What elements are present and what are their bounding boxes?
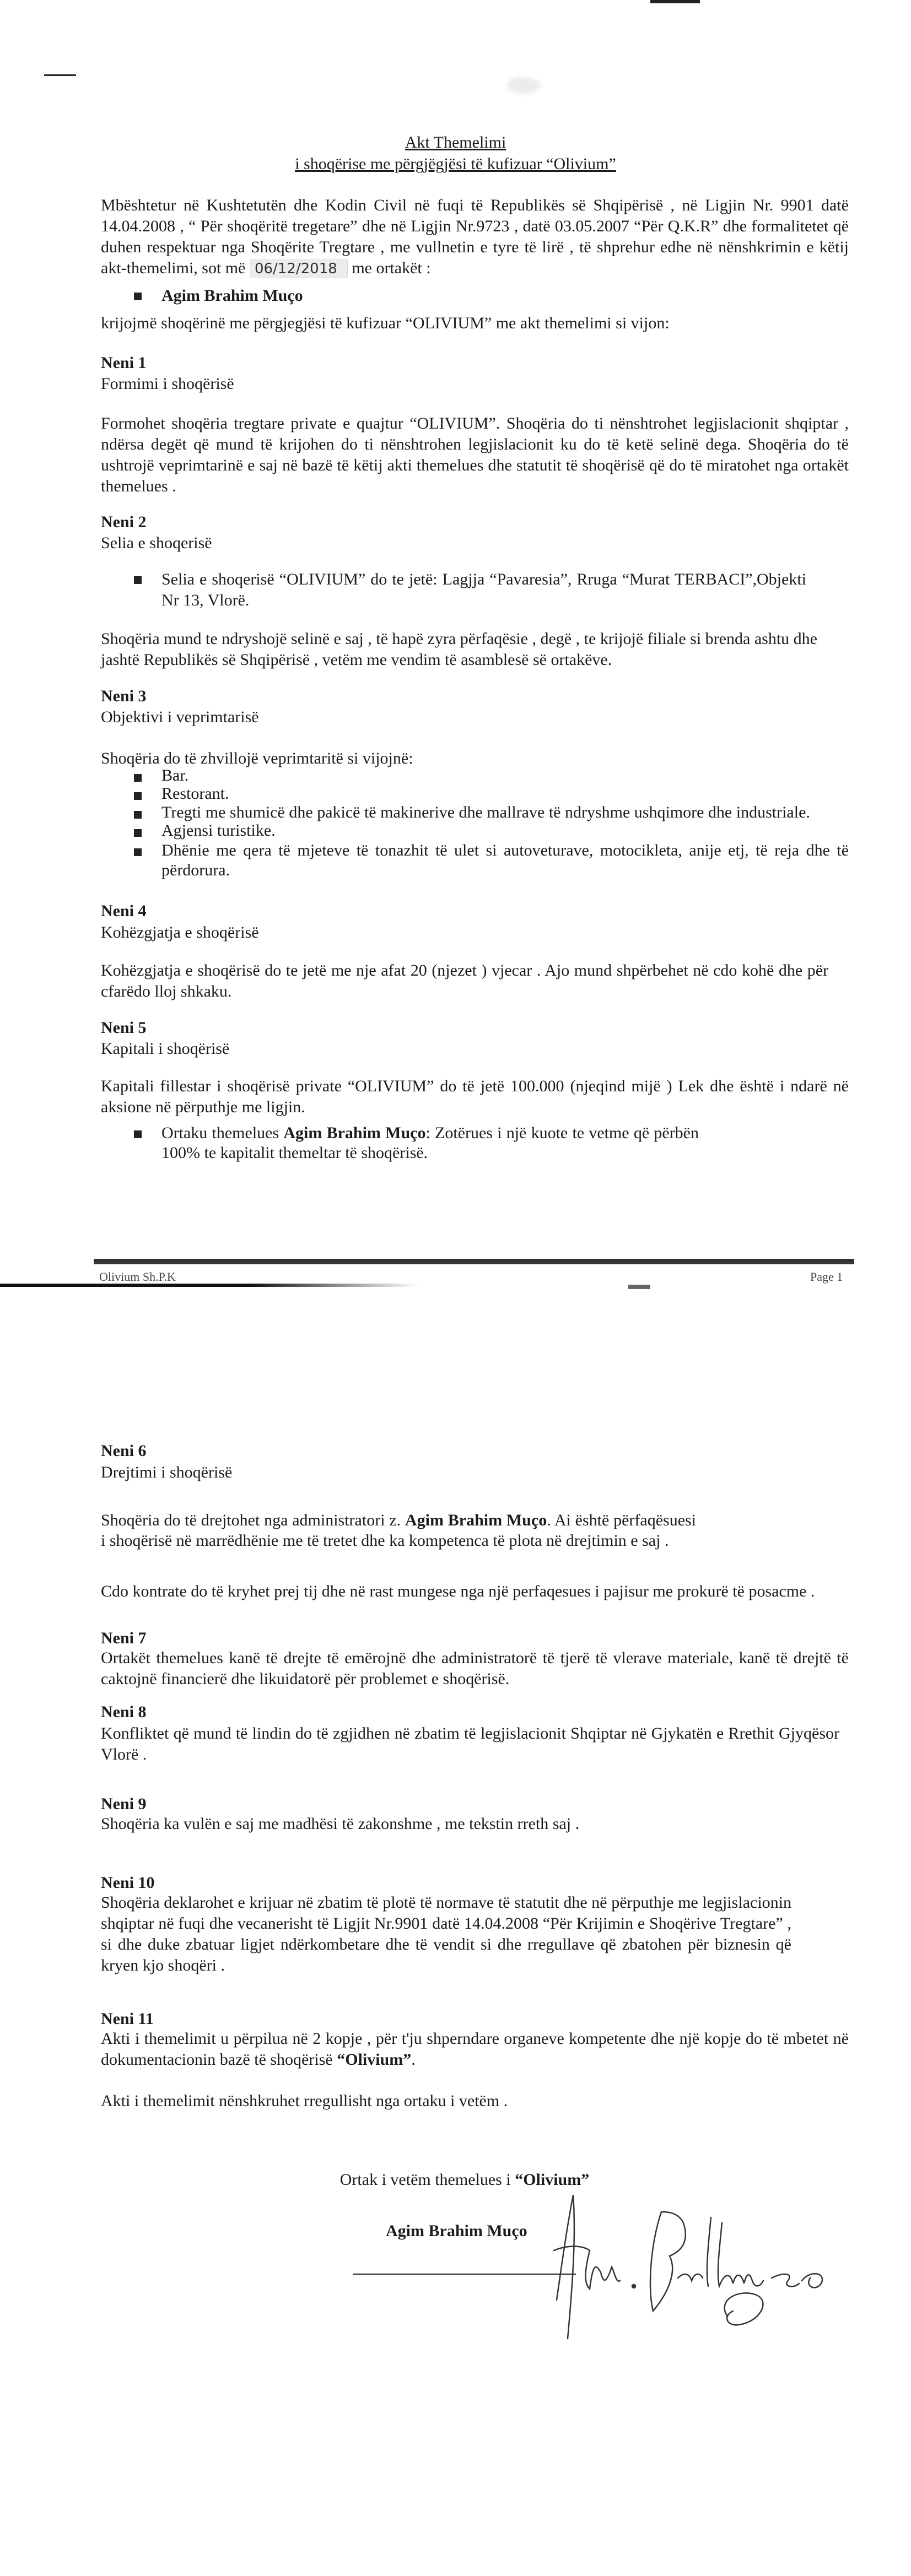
article-number: Neni 1 <box>101 354 147 372</box>
article-body <box>101 1510 696 1551</box>
article-body: Ortakët themelues kanë të drejte të emërojnë dhe administratorë të tjerë të vlerave materiale, kanë të drejtë të caktojnë financierë dhe likuidatorë për problemet e shoqërisë. <box>101 1649 849 1688</box>
bullet-icon <box>134 774 142 782</box>
shareholder-name: Agim Brahim Muço <box>283 1124 426 1142</box>
article-heading: Formimi i shoqërisë <box>101 375 234 393</box>
article-body: Shoqëria ka vulën e saj me madhësi të zakonshme , me tekstin rreth saj . <box>101 1815 580 1833</box>
shareholder-share: : Zotërues i një kuote te vetme që përbën 100% te kapitalit themeltar të shoqërisë. <box>161 1124 699 1162</box>
shareholder-label: Ortaku themelues <box>161 1124 279 1142</box>
caption-text: Ortak i vetëm themelues i <box>339 2171 511 2189</box>
article-number: Neni 2 <box>101 513 147 531</box>
article-body: Kapitali fillestar i shoqërisë private “OLIVIUM” do të jetë 100.000 (njeqind mijë ) Lek dhe është i ndarë në aksione në përputhje me ligjin. <box>101 1077 849 1116</box>
body-text: . Ai është përfaqësuesi i shoqërisë në marrëdhënie me të tretet dhe ka kompetenca të plota në drejtimin e saj . <box>101 1511 697 1550</box>
article-body: Formohet shoqëria tregtare private e quajtur “OLIVIUM”. Shoqëria do ti nënshtrohet legjislacionit shqiptar , ndërsa degët që mund të krijohen do ti nënshtrohen legjislacionit ku do të ketë selinë dega. Shoqëria do të ushtrojë veprimtarinë e saj në bazë të këtij akti themelues dhe statutit të shoqërisë që do të miratohet nga ortakët themelues . <box>101 414 849 495</box>
intro-text: Mbështetur në Kushtetutën dhe Kodin Civil në fuqi të Republikës së Shqipërisë , në Ligjin Nr. 9901 datë 14.04.2008 , “ Për shoqëritë tregetare” dhe në Ligjin Nr.9723 , datë 03.05.2007 “Për Q.K.R” dhe formalitetet që duhen respektuar nga Shoqërite Tregtare , me vullnetin e tyre të lirë , të shprehur edhe në nënshkrimin e këtij akt-themelimi, sot më <box>101 196 849 277</box>
body-text: . <box>411 2050 416 2069</box>
document-subtitle: i shoqërise me përgjëgjësi të kufizuar “Olivium” <box>295 155 616 173</box>
signature-line <box>353 2274 576 2275</box>
administrator-name: Agim Brahim Muço <box>405 1511 547 1529</box>
article-heading: Drejtimi i shoqërisë <box>101 1463 233 1481</box>
bullet-icon <box>134 576 142 584</box>
article-body <box>101 2028 849 2070</box>
article-heading: Objektivi i veprimtarisë <box>101 708 259 726</box>
activity-item: Dhënie me qera të mjeteve të tonazhit të ulet si autoveturave, motocikleta, anije etj, të reja dhe të përdorura. <box>161 841 849 879</box>
article-number: Neni 5 <box>101 1019 147 1037</box>
article-number: Neni 9 <box>101 1795 147 1813</box>
scan-mark <box>650 0 700 3</box>
signature-caption <box>0 2169 911 2190</box>
body-text: Shoqëria do të drejtohet nga administratori z. <box>101 1511 401 1529</box>
intro-text-end: me ortakët : <box>352 259 431 277</box>
body-text: Akti i themelimit u përpilua në 2 kopje , për t'ju shperndare organeve kompetente dhe një kopje do të mbetet në dokumentacionin bazë të shoqërisë <box>101 2030 849 2069</box>
date-field: 06/12/2018 <box>250 259 348 278</box>
intro-closing: krijojmë shoqërinë me përgjegjësi të kufizuar “OLIVIUM” me akt themelimi si vijon: <box>101 314 670 332</box>
activity-item: Bar. <box>161 766 189 784</box>
intro-paragraph <box>101 195 849 279</box>
article-heading: Kapitali i shoqërisë <box>101 1040 230 1058</box>
footer-page-number: Page 1 <box>810 1270 843 1284</box>
caption-company: “Olivium” <box>515 2171 590 2189</box>
article-body: Shoqëria mund te ndryshojë selinë e saj , të hapë zyra përfaqësie , degë , te krijojë filiale si brenda ashtu dhe jashtë Republikës së Shqipërisë , vetëm me vendim të asamblesë së ortakëve. <box>101 630 817 669</box>
activity-item: Tregti me shumicë dhe pakicë të makinerive dhe mallrave të ndryshme ushqimore dhe industriale. <box>161 803 810 821</box>
footer-company: Olivium Sh.P.K <box>99 1270 176 1284</box>
footer-divider <box>94 1259 854 1264</box>
activity-item: Restorant. <box>161 784 229 803</box>
article-heading: Kohëzgjatja e shoqërisë <box>101 923 259 941</box>
scan-mark <box>44 74 76 76</box>
article-number: Neni 10 <box>101 1874 155 1892</box>
document-title: Akt Themelimi <box>405 133 506 151</box>
bullet-icon <box>134 293 142 300</box>
article-body: Konfliktet që mund të lindin do të zgjidhen në zbatim të legjislacionit Shqiptar në Gjykatën e Rrethit Gjyqësor Vlorë . <box>101 1724 839 1763</box>
page-edge-shadow <box>0 1284 419 1287</box>
company-name: “Olivium” <box>337 2050 412 2069</box>
article-number: Neni 4 <box>101 902 147 920</box>
bullet-icon <box>134 811 142 819</box>
article-body-2: Cdo kontrate do të kryhet prej tij dhe në rast mungese nga një perfaqesues i pajisur me prokurë të posacme . <box>101 1582 815 1600</box>
article-body: Shoqëria do të zhvillojë veprimtaritë si vijojnë: <box>101 749 413 767</box>
page-edge-shadow <box>628 1285 650 1289</box>
partner-name: Agim Brahim Muço <box>161 286 303 305</box>
bullet-icon <box>134 1130 142 1138</box>
shareholder-bullet <box>161 1123 699 1163</box>
article-number: Neni 6 <box>101 1442 147 1460</box>
bullet-icon <box>134 792 142 800</box>
address-bullet: Selia e shoqerisë “OLIVIUM” do te jetë: Lagjja “Pavaresia”, Rruga “Murat TERBACI”,Objekti Nr 13, Vlorë. <box>161 570 806 609</box>
article-number: Neni 7 <box>101 1629 147 1647</box>
article-number: Neni 3 <box>101 687 147 705</box>
activity-item: Agjensi turistike. <box>161 821 276 840</box>
article-body: Shoqëria deklarohet e krijuar në zbatim të plotë të normave të statutit dhe në përputhje me legjislacionin shqiptar në fuqi dhe vecanerisht të Ligjit Nr.9901 datë 14.04.2008 “Për Krijimin e Shoqërive Tregtare” , si dhe duke zbatuar ligjet ndërkombetare dhe të vendit si dhe rregullave që zbatohen për biznesin që kryen kjo shoqëri . <box>101 1893 791 1974</box>
article-number: Neni 8 <box>101 1703 147 1721</box>
bullet-icon <box>134 848 142 856</box>
article-body: Kohëzgjatja e shoqërisë do te jetë me nje afat 20 (njezet ) vjecar . Ajo mund shpërbehet në cdo kohë dhe për cfarëdo lloj shkaku. <box>101 961 828 1000</box>
bullet-icon <box>134 829 142 837</box>
signer-name: Agim Brahim Muço <box>386 2222 527 2240</box>
article-number: Neni 11 <box>101 2010 154 2028</box>
closing-statement: Akti i themelimit nënshkruhet rregullisht nga ortaku i vetëm . <box>101 2092 508 2110</box>
handwritten-signature <box>551 2190 838 2344</box>
article-heading: Selia e shoqerisë <box>101 534 212 552</box>
scan-smudge <box>507 77 540 94</box>
